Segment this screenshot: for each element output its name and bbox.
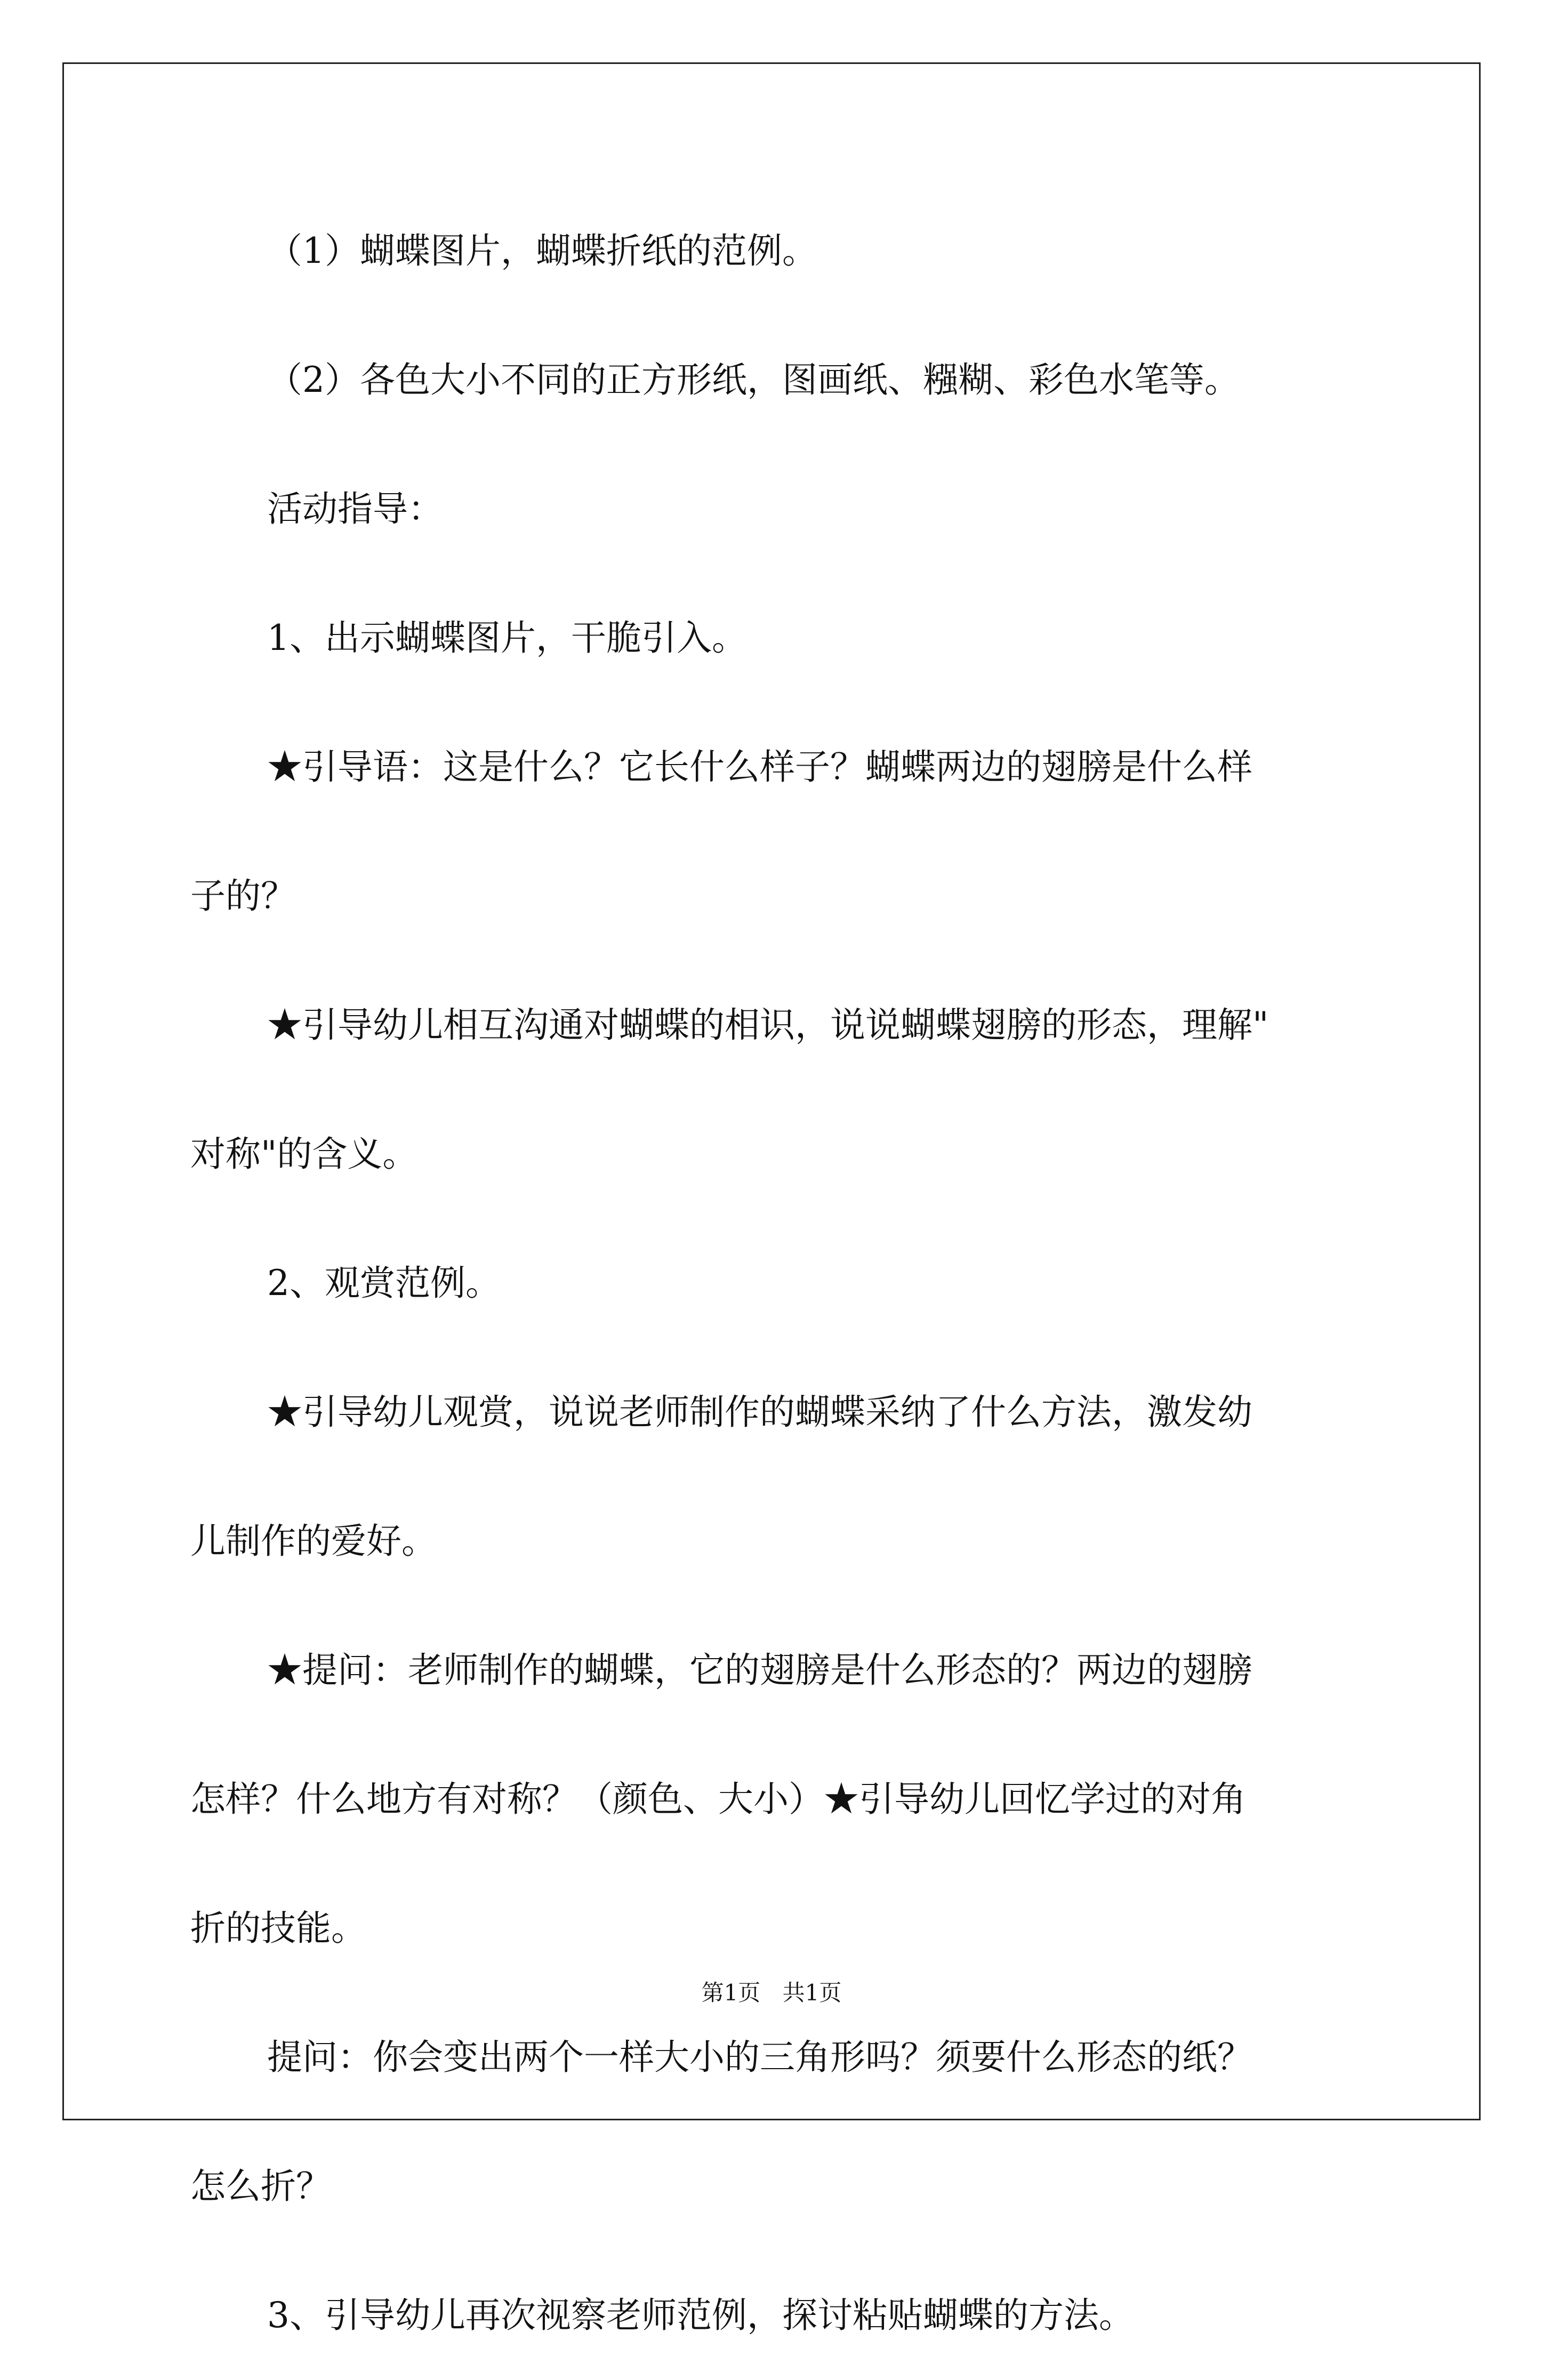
paragraph-materials-1: （1）蝴蝶图片，蝴蝶折纸的范例。 <box>267 230 817 271</box>
paragraph-triangle-line1: 提问：你会变出两个一样大小的三角形吗？须要什么形态的纸？ <box>267 2037 1252 2078</box>
paragraph-step-1: 1、出示蝴蝶图片，干脆引入。 <box>267 617 747 658</box>
page-number: 第1页 <box>701 1980 761 2006</box>
paragraph-activity-heading: 活动指导： <box>267 488 443 529</box>
paragraph-step-2: 2、观赏范例。 <box>267 1263 501 1304</box>
paragraph-appreciate-line2: 儿制作的爱好。 <box>190 1521 437 1562</box>
page-total: 共1页 <box>782 1980 842 2006</box>
paragraph-symmetry-line1: ★引导幼儿相互沟通对蝴蝶的相识，说说蝴蝶翅膀的形态，理解" <box>267 1004 1269 1046</box>
document-body <box>190 187 1363 2380</box>
page-footer <box>0 1975 1543 2007</box>
paragraph-guide-question-line1: ★引导语：这是什么？它长什么样子？蝴蝶两边的翅膀是什么样 <box>267 746 1252 787</box>
paragraph-step-3: 3、引导幼儿再次视察老师范例，探讨粘贴蝴蝶的方法。 <box>267 2295 1134 2336</box>
paragraph-guide-question-line2: 子的？ <box>190 875 296 916</box>
paragraph-appreciate-line1: ★引导幼儿观赏，说说老师制作的蝴蝶采纳了什么方法，激发幼 <box>267 1392 1252 1433</box>
paragraph-materials-2: （2）各色大小不同的正方形纸，图画纸、糨糊、彩色水笔等。 <box>267 359 1240 400</box>
paragraph-question-line2: 怎样？什么地方有对称？（颜色、大小）★引导幼儿回忆学过的对角 <box>190 1779 1246 1820</box>
paragraph-symmetry-line2: 对称"的含义。 <box>190 1133 418 1175</box>
paragraph-triangle-line2: 怎么折？ <box>190 2166 331 2207</box>
paragraph-question-line3: 折的技能。 <box>190 1908 366 1949</box>
paragraph-question-line1: ★提问：老师制作的蝴蝶，它的翅膀是什么形态的？两边的翅膀 <box>267 1650 1252 1691</box>
